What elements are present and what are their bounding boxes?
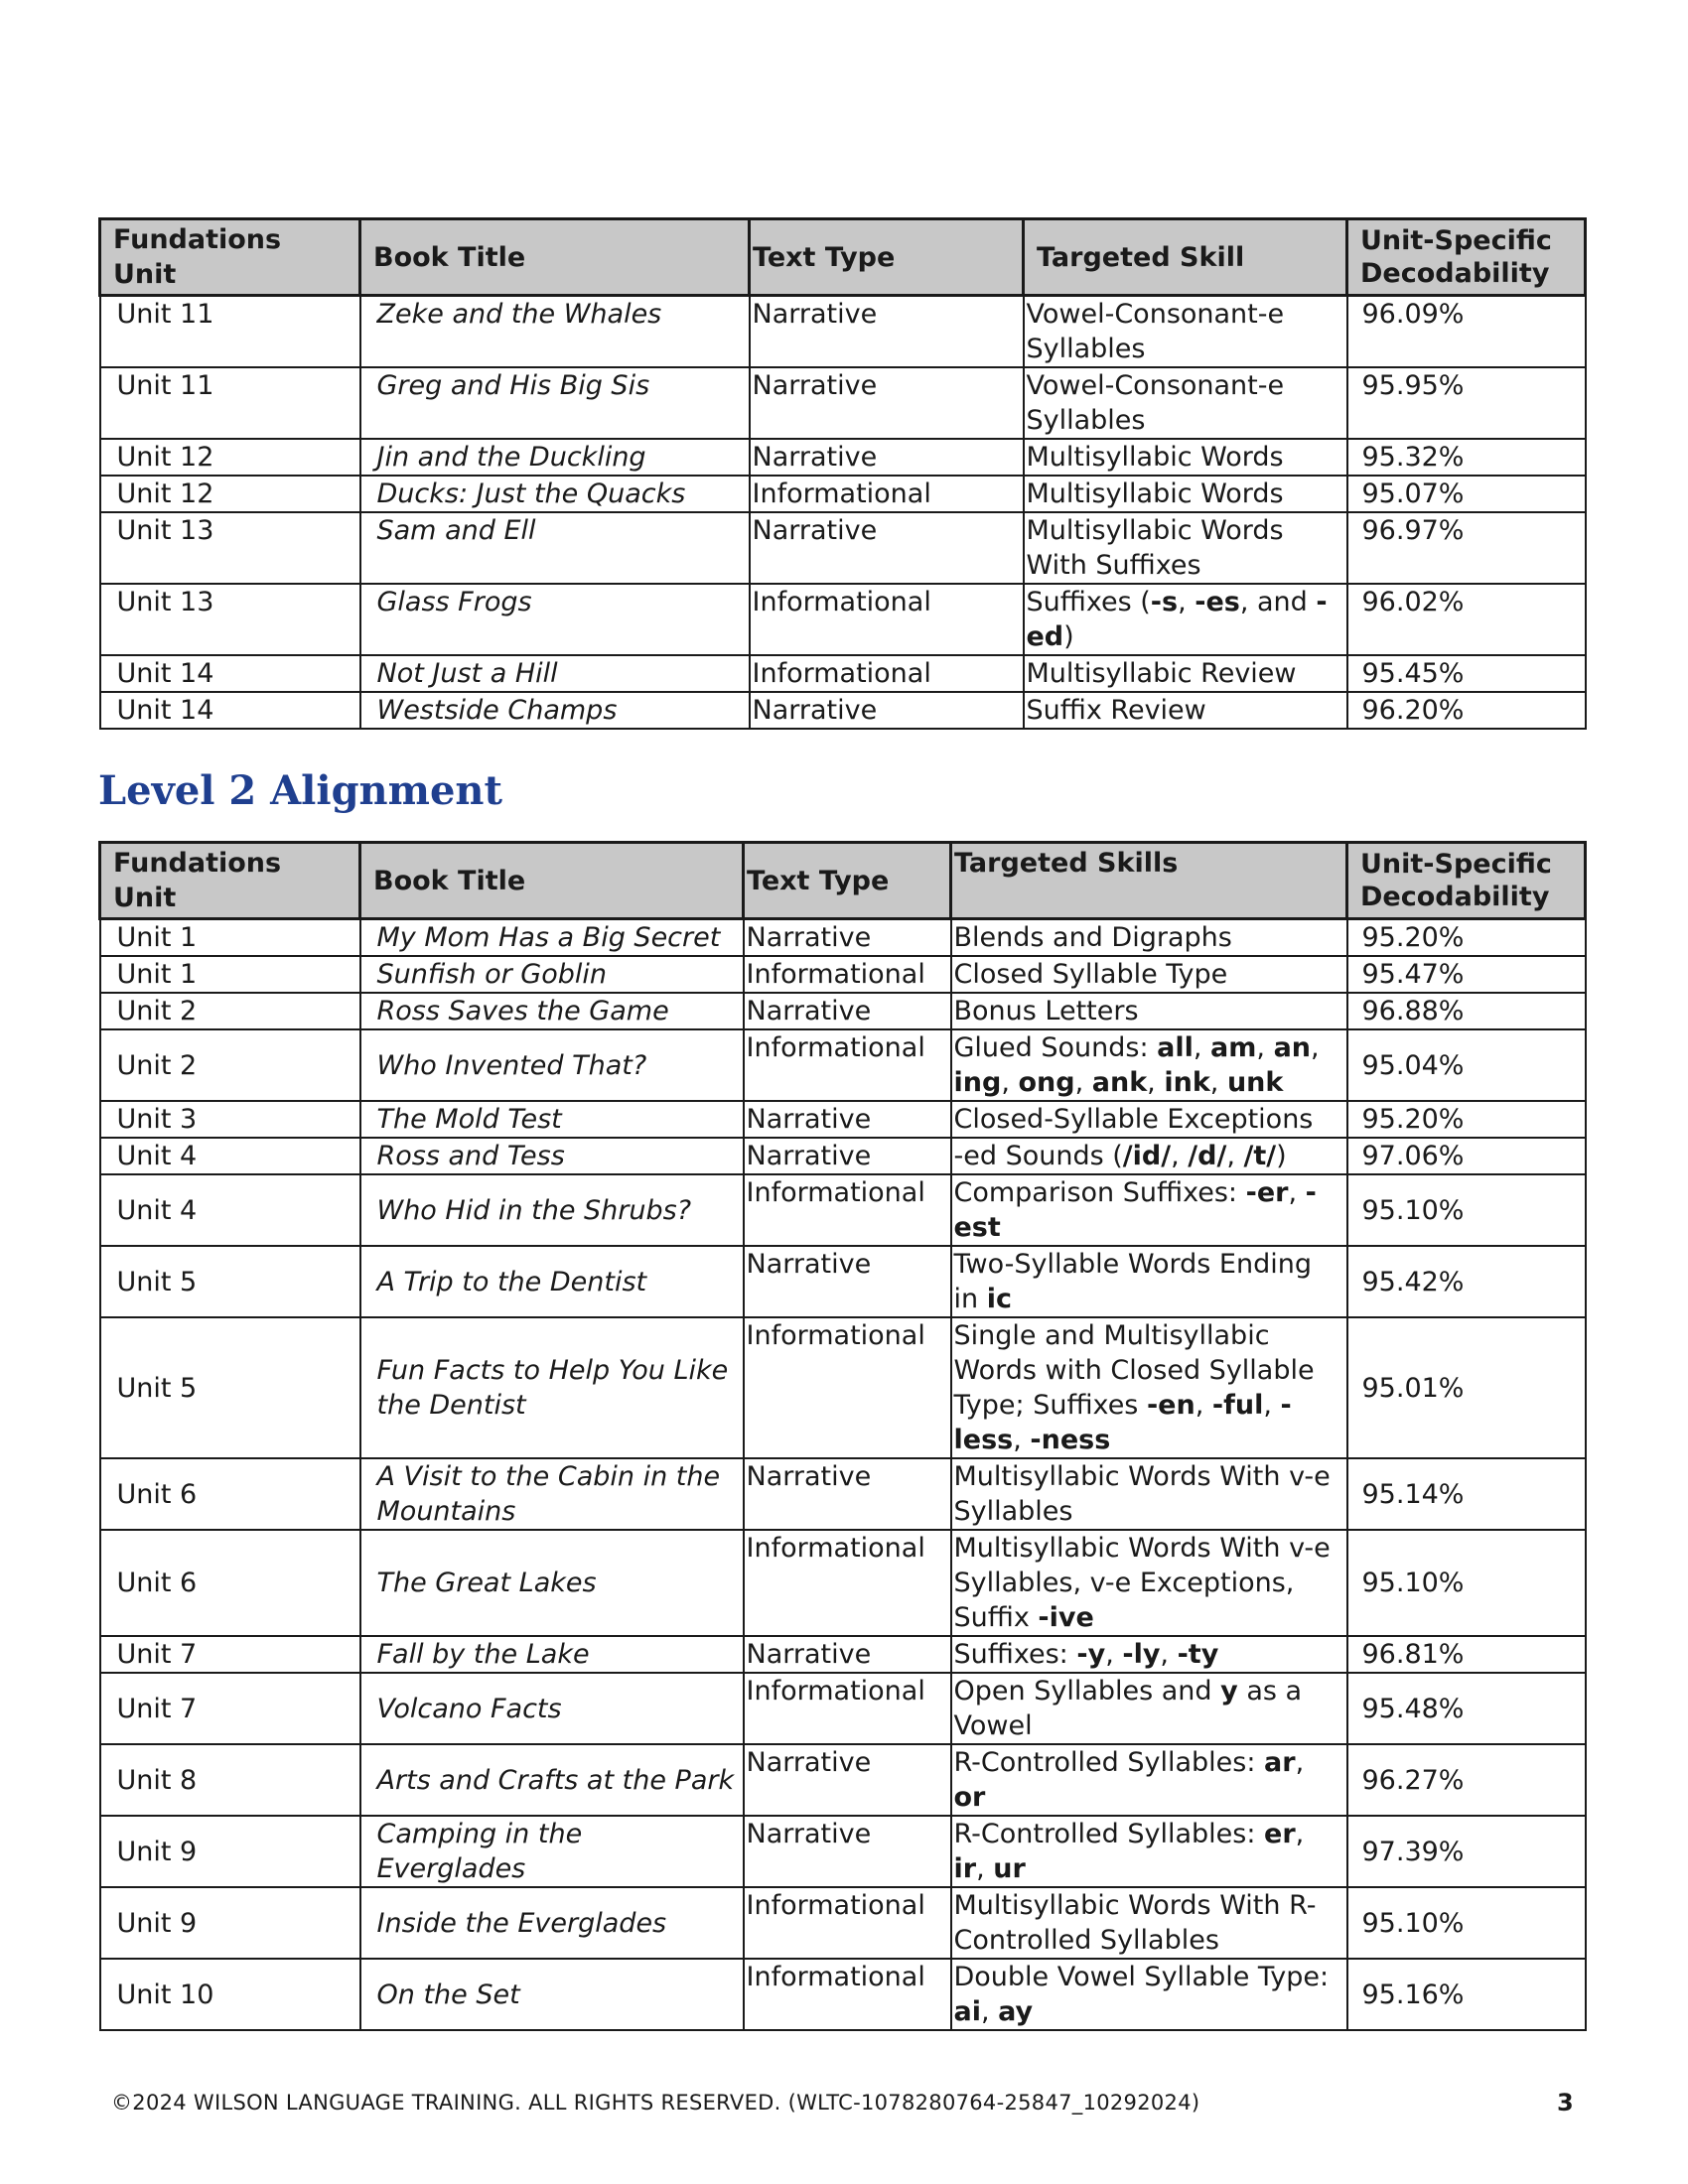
skill-text: ,: [1288, 1177, 1306, 1208]
header-fundations-unit: Fundations Unit: [100, 843, 360, 919]
skill-text: ,: [1001, 1067, 1019, 1098]
skill-pattern: /d/: [1188, 1141, 1227, 1171]
table-row: [100, 1458, 1586, 1530]
book-title-cell: A Visit to the Cabin in the Mountains: [360, 1458, 744, 1530]
unit-cell: Unit 4: [100, 1174, 360, 1246]
decodability-cell: 96.20%: [1347, 692, 1586, 729]
text-type-cell: Informational: [744, 1887, 951, 1959]
text-type-cell: Narrative: [744, 1458, 951, 1530]
skill-text: -ed Sounds (: [953, 1141, 1123, 1171]
skill-text: ,: [1013, 1425, 1031, 1455]
book-title-cell: Who Hid in the Shrubs?: [360, 1174, 744, 1246]
targeted-skill-cell: [951, 1673, 1347, 1744]
skill-text: Suffixes (: [1026, 587, 1151, 617]
decodability-cell: 96.02%: [1347, 584, 1586, 655]
text-type-cell: Narrative: [750, 296, 1024, 368]
book-title-cell: Glass Frogs: [360, 584, 750, 655]
text-type-cell: Narrative: [744, 1138, 951, 1174]
text-type-cell: Narrative: [750, 692, 1024, 729]
book-title-cell: Volcano Facts: [360, 1673, 744, 1744]
book-title-cell: On the Set: [360, 1959, 744, 2030]
text-type-cell: Informational: [750, 655, 1024, 692]
book-title-cell: Who Invented That?: [360, 1029, 744, 1101]
targeted-skill-cell: [951, 1174, 1347, 1246]
skill-text: ,: [1074, 1067, 1092, 1098]
targeted-skill-cell: [951, 1029, 1347, 1101]
skill-pattern: all: [1157, 1032, 1194, 1063]
skill-text: ,: [1147, 1067, 1165, 1098]
text-type-cell: Informational: [744, 1174, 951, 1246]
targeted-skill-cell: Multisyllabic Words With R-Controlled Syllables: [951, 1887, 1347, 1959]
skill-pattern: -ty: [1177, 1639, 1219, 1670]
decodability-cell: 95.10%: [1347, 1887, 1586, 1959]
table-row: [100, 919, 1586, 957]
decodability-cell: 96.81%: [1347, 1636, 1586, 1673]
skill-pattern: am: [1210, 1032, 1257, 1063]
text-type-cell: Informational: [744, 1317, 951, 1458]
skill-text: Double Vowel Syllable Type:: [953, 1962, 1330, 1992]
targeted-skill-cell: Suffix Review: [1024, 692, 1347, 729]
unit-cell: Unit 6: [100, 1530, 360, 1636]
table-row: [100, 1959, 1586, 2030]
table-row: [100, 1530, 1586, 1636]
targeted-skill-cell: Vowel-Consonant-e Syllables: [1024, 296, 1347, 368]
skill-text: Multisyllabic Words With v-e Syllables, v-e Exceptions, Suffix: [953, 1533, 1331, 1633]
skill-text: ,: [1178, 587, 1196, 617]
decodability-cell: 95.20%: [1347, 1101, 1586, 1138]
book-title-cell: A Trip to the Dentist: [360, 1246, 744, 1317]
text-type-cell: Narrative: [744, 919, 951, 957]
book-title-cell: Ducks: Just the Quacks: [360, 476, 750, 512]
skill-pattern: -ive: [1038, 1602, 1094, 1633]
targeted-skill-cell: Closed Syllable Type: [951, 956, 1347, 993]
book-title-cell: Not Just a Hill: [360, 655, 750, 692]
table-row: [100, 439, 1586, 476]
targeted-skill-cell: Multisyllabic Review: [1024, 655, 1347, 692]
targeted-skill-cell: [951, 1317, 1347, 1458]
targeted-skill-cell: Vowel-Consonant-e Syllables: [1024, 367, 1347, 439]
text-type-cell: Narrative: [744, 1101, 951, 1138]
decodability-cell: 95.10%: [1347, 1174, 1586, 1246]
unit-cell: Unit 9: [100, 1887, 360, 1959]
table-row: [100, 1744, 1586, 1816]
header-text-type: Text Type: [744, 843, 951, 919]
skill-text: , and: [1239, 587, 1317, 617]
skill-pattern: ay: [998, 1996, 1034, 2027]
skill-pattern: -er: [1245, 1177, 1289, 1208]
table-row: [100, 993, 1586, 1029]
decodability-cell: 95.42%: [1347, 1246, 1586, 1317]
decodability-cell: 96.97%: [1347, 512, 1586, 584]
skill-text: Comparison Suffixes:: [953, 1177, 1246, 1208]
unit-cell: Unit 10: [100, 1959, 360, 2030]
text-type-cell: Narrative: [744, 1744, 951, 1816]
skill-pattern: unk: [1226, 1067, 1284, 1098]
targeted-skill-cell: Closed-Syllable Exceptions: [951, 1101, 1347, 1138]
copyright-footer: ©2024 WILSON LANGUAGE TRAINING. ALL RIGHTS RESERVED. (WLTC-1078280764-25847_10292024): [111, 2091, 1200, 2115]
decodability-cell: 97.39%: [1347, 1816, 1586, 1887]
text-type-cell: Narrative: [744, 1246, 951, 1317]
book-title-cell: My Mom Has a Big Secret: [360, 919, 744, 957]
skill-pattern: ic: [986, 1284, 1012, 1314]
table-row: [100, 1174, 1586, 1246]
skill-text: ,: [1105, 1639, 1123, 1670]
page-number: 3: [1557, 2089, 1574, 2116]
skill-pattern: -s: [1150, 587, 1179, 617]
decodability-cell: 95.47%: [1347, 956, 1586, 993]
decodability-cell: 96.09%: [1347, 296, 1586, 368]
header-targeted-skills: Targeted Skills: [951, 843, 1347, 919]
skill-pattern: ank: [1091, 1067, 1148, 1098]
skill-text: ): [1276, 1141, 1287, 1171]
skill-pattern: /t/: [1243, 1141, 1277, 1171]
skill-pattern: ai: [953, 1996, 981, 2027]
decodability-cell: 96.88%: [1347, 993, 1586, 1029]
table-row: [100, 1246, 1586, 1317]
skill-text: ,: [1209, 1067, 1227, 1098]
book-title-cell: The Mold Test: [360, 1101, 744, 1138]
text-type-cell: Informational: [744, 956, 951, 993]
header-targeted-skill: Targeted Skill: [1024, 219, 1347, 296]
skill-text: ): [1063, 621, 1074, 652]
skill-text: ,: [1160, 1639, 1178, 1670]
text-type-cell: Informational: [744, 1530, 951, 1636]
table-row: [100, 1101, 1586, 1138]
skill-pattern: -ed: [1026, 587, 1328, 652]
book-title-cell: Jin and the Duckling: [360, 439, 750, 476]
book-title-cell: Fun Facts to Help You Like the Dentist: [360, 1317, 744, 1458]
targeted-skill-cell: Blends and Digraphs: [951, 919, 1347, 957]
unit-cell: Unit 6: [100, 1458, 360, 1530]
skill-pattern: /id/: [1122, 1141, 1172, 1171]
decodability-cell: 95.95%: [1347, 367, 1586, 439]
table-row: [100, 1816, 1586, 1887]
decodability-cell: 97.06%: [1347, 1138, 1586, 1174]
skill-text: ,: [1256, 1032, 1274, 1063]
table-row: [100, 956, 1586, 993]
targeted-skill-cell: Multisyllabic Words: [1024, 476, 1347, 512]
text-type-cell: Narrative: [744, 1636, 951, 1673]
text-type-cell: Informational: [750, 476, 1024, 512]
header-fundations-unit: Fundations Unit: [100, 219, 360, 296]
header-book-title: Book Title: [360, 219, 750, 296]
skill-text: ,: [1263, 1390, 1281, 1421]
skill-text: Open Syllables and: [953, 1676, 1221, 1706]
skill-pattern: -en: [1146, 1390, 1196, 1421]
skill-pattern: ink: [1164, 1067, 1210, 1098]
skill-text: ,: [976, 1853, 994, 1884]
book-title-cell: Zeke and the Whales: [360, 296, 750, 368]
header-decodability: Unit-Specific Decodability: [1347, 219, 1586, 296]
skill-pattern: an: [1273, 1032, 1312, 1063]
unit-cell: Unit 14: [100, 692, 360, 729]
skill-pattern: ong: [1018, 1067, 1075, 1098]
decodability-cell: 95.07%: [1347, 476, 1586, 512]
unit-cell: Unit 5: [100, 1246, 360, 1317]
table-row: [100, 1673, 1586, 1744]
skill-pattern: -ness: [1030, 1425, 1111, 1455]
level2-alignment-table: [98, 841, 1587, 2031]
decodability-cell: 95.45%: [1347, 655, 1586, 692]
table-header-row: [100, 843, 1586, 919]
unit-cell: Unit 3: [100, 1101, 360, 1138]
skill-pattern: ing: [953, 1067, 1002, 1098]
decodability-cell: 95.04%: [1347, 1029, 1586, 1101]
unit-cell: Unit 8: [100, 1744, 360, 1816]
skill-pattern: ur: [993, 1853, 1026, 1884]
book-title-cell: Sunfish or Goblin: [360, 956, 744, 993]
skill-text: Single and Multisyllabic Words with Closed Syllable Type; Suffixes: [953, 1320, 1315, 1421]
skill-text: Two-Syllable Words Ending in: [953, 1249, 1312, 1314]
decodability-cell: 95.01%: [1347, 1317, 1586, 1458]
unit-cell: Unit 1: [100, 956, 360, 993]
text-type-cell: Informational: [750, 584, 1024, 655]
decodability-cell: 95.32%: [1347, 439, 1586, 476]
table-row: [100, 1138, 1586, 1174]
targeted-skill-cell: Multisyllabic Words With Suffixes: [1024, 512, 1347, 584]
skill-text: ,: [980, 1996, 999, 2027]
unit-cell: Unit 5: [100, 1317, 360, 1458]
header-book-title: Book Title: [360, 843, 744, 919]
targeted-skill-cell: [1024, 584, 1347, 655]
skill-text: ,: [1295, 1747, 1305, 1778]
skill-text: ,: [1295, 1819, 1305, 1849]
table-row: [100, 1636, 1586, 1673]
skill-text: as a Vowel: [953, 1676, 1303, 1741]
decodability-cell: 95.48%: [1347, 1673, 1586, 1744]
skill-pattern: ir: [953, 1853, 977, 1884]
table-row: [100, 296, 1586, 368]
table-row: [100, 584, 1586, 655]
targeted-skill-cell: [951, 1636, 1347, 1673]
text-type-cell: Informational: [744, 1673, 951, 1744]
book-title-cell: Ross and Tess: [360, 1138, 744, 1174]
skill-pattern: -y: [1076, 1639, 1106, 1670]
decodability-cell: 95.20%: [1347, 919, 1586, 957]
book-title-cell: The Great Lakes: [360, 1530, 744, 1636]
targeted-skill-cell: [951, 1959, 1347, 2030]
skill-pattern: -ly: [1122, 1639, 1161, 1670]
table-row: [100, 367, 1586, 439]
table-row: [100, 1887, 1586, 1959]
book-title-cell: Camping in the Everglades: [360, 1816, 744, 1887]
header-decodability: Unit-Specific Decodability: [1347, 843, 1586, 919]
section-heading: Level 2 Alignment: [98, 767, 502, 814]
skill-text: ,: [1193, 1032, 1211, 1063]
text-type-cell: Narrative: [750, 512, 1024, 584]
unit-cell: Unit 9: [100, 1816, 360, 1887]
targeted-skill-cell: Multisyllabic Words: [1024, 439, 1347, 476]
text-type-cell: Informational: [744, 1959, 951, 2030]
skill-text: R-Controlled Syllables:: [953, 1819, 1265, 1849]
skill-pattern: or: [953, 1782, 986, 1813]
decodability-cell: 95.16%: [1347, 1959, 1586, 2030]
level1-alignment-table: [98, 217, 1587, 730]
unit-cell: Unit 1: [100, 919, 360, 957]
unit-cell: Unit 11: [100, 296, 360, 368]
skill-text: ,: [1195, 1390, 1212, 1421]
book-title-cell: Arts and Crafts at the Park: [360, 1744, 744, 1816]
header-text-type: Text Type: [750, 219, 1024, 296]
unit-cell: Unit 2: [100, 993, 360, 1029]
book-title-cell: Greg and His Big Sis: [360, 367, 750, 439]
unit-cell: Unit 7: [100, 1673, 360, 1744]
book-title-cell: Sam and Ell: [360, 512, 750, 584]
table-row: [100, 512, 1586, 584]
targeted-skill-cell: [951, 1816, 1347, 1887]
skill-pattern: er: [1264, 1819, 1296, 1849]
decodability-cell: 96.27%: [1347, 1744, 1586, 1816]
book-title-cell: Westside Champs: [360, 692, 750, 729]
targeted-skill-cell: [951, 1246, 1347, 1317]
skill-pattern: -est: [953, 1177, 1317, 1243]
book-title-cell: Inside the Everglades: [360, 1887, 744, 1959]
text-type-cell: Narrative: [744, 993, 951, 1029]
unit-cell: Unit 12: [100, 439, 360, 476]
skill-pattern: -es: [1195, 587, 1240, 617]
skill-text: ,: [1311, 1032, 1320, 1063]
targeted-skill-cell: [951, 1138, 1347, 1174]
decodability-cell: 95.14%: [1347, 1458, 1586, 1530]
unit-cell: Unit 2: [100, 1029, 360, 1101]
skill-pattern: y: [1220, 1676, 1238, 1706]
unit-cell: Unit 12: [100, 476, 360, 512]
unit-cell: Unit 4: [100, 1138, 360, 1174]
skill-text: ,: [1226, 1141, 1244, 1171]
decodability-cell: 95.10%: [1347, 1530, 1586, 1636]
targeted-skill-cell: [951, 1530, 1347, 1636]
skill-text: R-Controlled Syllables:: [953, 1747, 1265, 1778]
skill-pattern: -less: [953, 1390, 1292, 1455]
unit-cell: Unit 11: [100, 367, 360, 439]
table-row: [100, 1029, 1586, 1101]
text-type-cell: Narrative: [750, 367, 1024, 439]
book-title-cell: Fall by the Lake: [360, 1636, 744, 1673]
skill-text: Glued Sounds:: [953, 1032, 1158, 1063]
text-type-cell: Informational: [744, 1029, 951, 1101]
skill-text: Suffixes:: [953, 1639, 1077, 1670]
targeted-skill-cell: Bonus Letters: [951, 993, 1347, 1029]
unit-cell: Unit 14: [100, 655, 360, 692]
targeted-skill-cell: Multisyllabic Words With v-e Syllables: [951, 1458, 1347, 1530]
unit-cell: Unit 7: [100, 1636, 360, 1673]
skill-pattern: ar: [1264, 1747, 1296, 1778]
unit-cell: Unit 13: [100, 584, 360, 655]
text-type-cell: Narrative: [744, 1816, 951, 1887]
targeted-skill-cell: [951, 1744, 1347, 1816]
table-row: [100, 1317, 1586, 1458]
skill-text: ,: [1171, 1141, 1189, 1171]
unit-cell: Unit 13: [100, 512, 360, 584]
table-row: [100, 655, 1586, 692]
table-header-row: [100, 219, 1586, 296]
skill-pattern: -ful: [1211, 1390, 1264, 1421]
text-type-cell: Narrative: [750, 439, 1024, 476]
table-row: [100, 692, 1586, 729]
table-row: [100, 476, 1586, 512]
book-title-cell: Ross Saves the Game: [360, 993, 744, 1029]
